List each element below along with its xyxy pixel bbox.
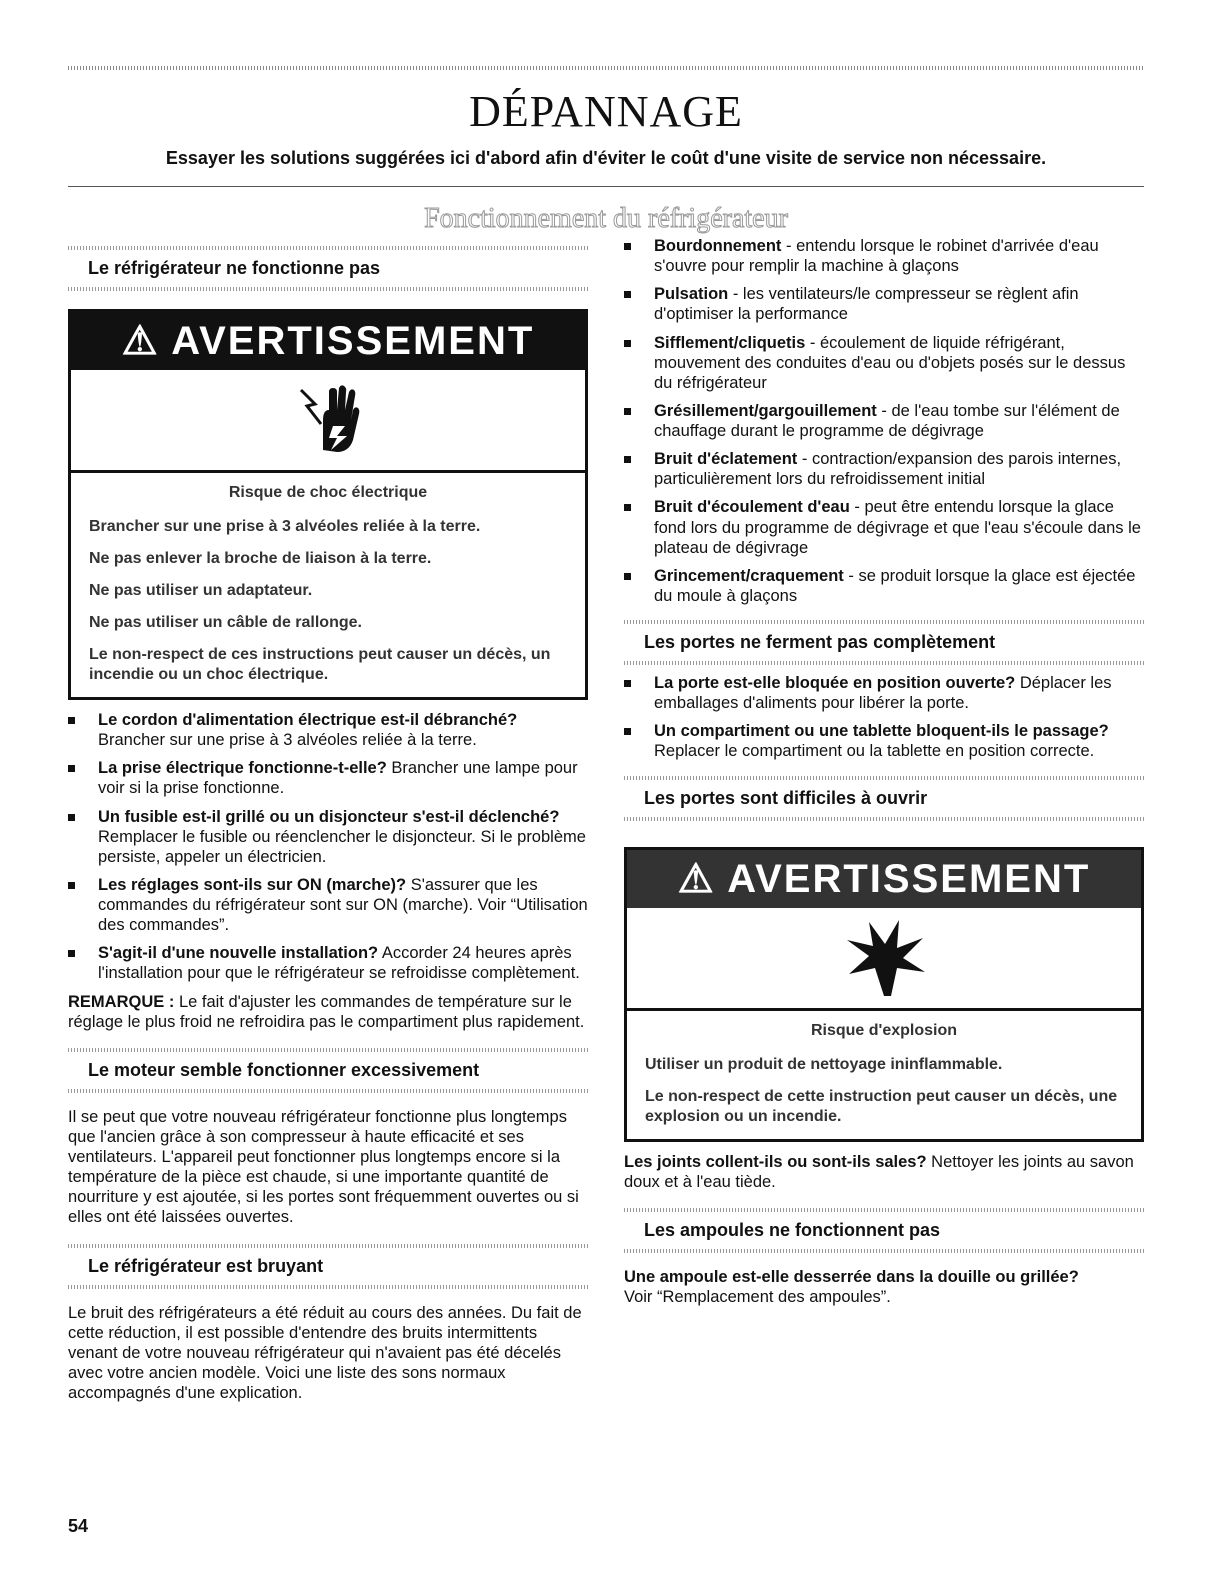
- list-item: Grésillement/gargouillement - de l'eau tombe sur l'élément de chauffage durant le programme de dégivrage: [624, 401, 1144, 441]
- electric-shock-icon: [71, 370, 585, 473]
- list-item: La prise électrique fonctionne-t-elle? Brancher une lampe pour voir si la prise fonctionne.: [68, 758, 588, 798]
- noisy-paragraph: Le bruit des réfrigérateurs a été réduit au cours des années. Du fait de cette réduction, il est possible d'entendre des bruits intermittents venant de votre nouveau réfrigérateur qui n'avaient pas été décelés avec votre ancien modèle. Voici une liste des sons normaux accompagnés d'une explication.: [68, 1303, 582, 1402]
- warning-line: Ne pas utiliser un adaptateur.: [89, 582, 313, 599]
- heading-motor: [68, 1042, 588, 1101]
- heading-doors-close-text: Les portes ne ferment pas complètement: [644, 632, 996, 652]
- warning-line: Ne pas enlever la broche de liaison à la terre.: [89, 550, 432, 567]
- heading-doors-open: [624, 770, 1144, 829]
- warning-caption: Risque de choc électrique: [228, 484, 428, 501]
- bulbs-paragraph: Une ampoule est-elle desserrée dans la douille ou grillée? Voir “Remplacement des ampoules”.: [624, 1267, 1079, 1306]
- list-item: Grincement/craquement - se produit lorsque la glace est éjectée du moule à glaçons: [624, 566, 1144, 606]
- heading-motor-text: Le moteur semble fonctionner excessivement: [88, 1059, 480, 1080]
- warning-line: Brancher sur une prise à 3 alvéoles reliée à la terre.: [89, 518, 481, 535]
- warning-banner: [71, 312, 585, 370]
- warning-line: Le non-respect de cette instruction peut causer un décès, une explosion ou un incendie.: [645, 1087, 1118, 1125]
- warning-electric-shock: [68, 309, 588, 700]
- list-item: Bourdonnement - entendu lorsque le robinet d'arrivée d'eau s'ouvre pour remplir la machine à glaçons: [624, 236, 1144, 276]
- list-item: Bruit d'écoulement d'eau - peut être entendu lorsque la glace fond lors du programme de dégivrage et que l'eau s'écoule dans le plateau de dégivrage: [624, 497, 1144, 557]
- list-item: Un compartiment ou une tablette bloquent-ils le passage? Replacer le compartiment ou la tablette en position correcte.: [624, 721, 1144, 761]
- gaskets-paragraph: Les joints collent-ils ou sont-ils sales? Nettoyer les joints au savon doux et à l'eau tiède.: [624, 1152, 1134, 1191]
- heading-not-working-text: Le réfrigérateur ne fonctionne pas: [88, 258, 381, 278]
- list-item: Bruit d'éclatement - contraction/expansion des parois internes, particulièrement lors du refroidissement initial: [624, 449, 1144, 489]
- heading-bulbs-text: Les ampoules ne fonctionnent pas: [644, 1219, 941, 1240]
- left-column: [68, 240, 588, 1413]
- warning-explosion: [624, 847, 1144, 1142]
- subtitle-rule: [68, 186, 1144, 187]
- warning-banner: [627, 850, 1141, 908]
- warning-triangle-icon: ⚠: [121, 319, 160, 363]
- warning-line: Ne pas utiliser un câble de rallonge.: [89, 614, 362, 631]
- warning-label: AVERTISSEMENT: [727, 856, 1091, 901]
- heading-doors-open-text: Les portes sont difficiles à ouvrir: [644, 787, 928, 808]
- page-number: 54: [68, 1516, 89, 1536]
- list-item: La porte est-elle bloquée en position ouverte? Déplacer les emballages d'aliments pour libérer la porte.: [624, 673, 1144, 713]
- warning-caption: Risque d'explosion: [810, 1021, 958, 1039]
- explosion-icon: [627, 908, 1141, 1011]
- warning-label: AVERTISSEMENT: [171, 319, 535, 363]
- doors-list: [624, 673, 1144, 762]
- list-item: Les réglages sont-ils sur ON (marche)? S'assurer que les commandes du réfrigérateur sont sur ON (marche). Voir “Utilisation des commandes”.: [68, 875, 588, 935]
- warning-line: Le non-respect de ces instructions peut causer un décès, un incendie ou un choc électrique.: [89, 646, 551, 683]
- motor-paragraph: Il se peut que votre nouveau réfrigérateur fonctionne plus longtemps que l'ancien grâce à son compresseur à haute efficacité et ses ventilateurs. L'appareil peut fonctionner plus longtemps encore si la température de la pièce est chaude, si une importante quantité de nourriture y est ajoutée, si les portes sont fréquemment ouvertes ou si elles ont été laissées ouvertes.: [68, 1107, 579, 1227]
- warning-line: Utiliser un produit de nettoyage ininflammable.: [645, 1055, 1003, 1073]
- sounds-list: [624, 236, 1144, 606]
- list-item: Le cordon d'alimentation électrique est-il débranché? Brancher sur une prise à 3 alvéoles reliée à la terre.: [68, 710, 588, 750]
- right-column: [624, 236, 1144, 1317]
- heading-noisy-text: Le réfrigérateur est bruyant: [88, 1255, 324, 1276]
- section-title: Fonctionnement du réfrigérateur: [424, 203, 788, 234]
- heading-bulbs: [624, 1202, 1144, 1261]
- heading-not-working: [68, 240, 588, 299]
- note: REMARQUE : Le fait d'ajuster les commandes de température sur le réglage le plus froid ne refroidira pas le compartiment plus rapidement.: [68, 992, 585, 1031]
- list-item: Pulsation - les ventilateurs/le compresseur se règlent afin d'optimiser la performance: [624, 284, 1144, 324]
- heading-doors-close: [624, 614, 1144, 673]
- heading-noisy: [68, 1238, 588, 1297]
- page-title: DÉPANNAGE: [469, 87, 743, 136]
- list-item: Un fusible est-il grillé ou un disjoncteur s'est-il déclenché? Remplacer le fusible ou réenclencher le disjoncteur. Si le problème persiste, appeler un électricien.: [68, 807, 588, 867]
- list-item: Sifflement/cliquetis - écoulement de liquide réfrigérant, mouvement des conduites d'eau ou d'objets posés sur le dessus du réfrigérateur: [624, 333, 1144, 393]
- top-rule: [68, 66, 1144, 70]
- page-subtitle: Essayer les solutions suggérées ici d'abord afin d'éviter le coût d'une visite de service non nécessaire.: [165, 148, 1047, 168]
- checklist-not-working: [68, 710, 588, 984]
- warning-triangle-icon: ⚠: [677, 856, 716, 901]
- list-item: S'agit-il d'une nouvelle installation? Accorder 24 heures après l'installation pour que le réfrigérateur se refroidisse complètement.: [68, 943, 588, 983]
